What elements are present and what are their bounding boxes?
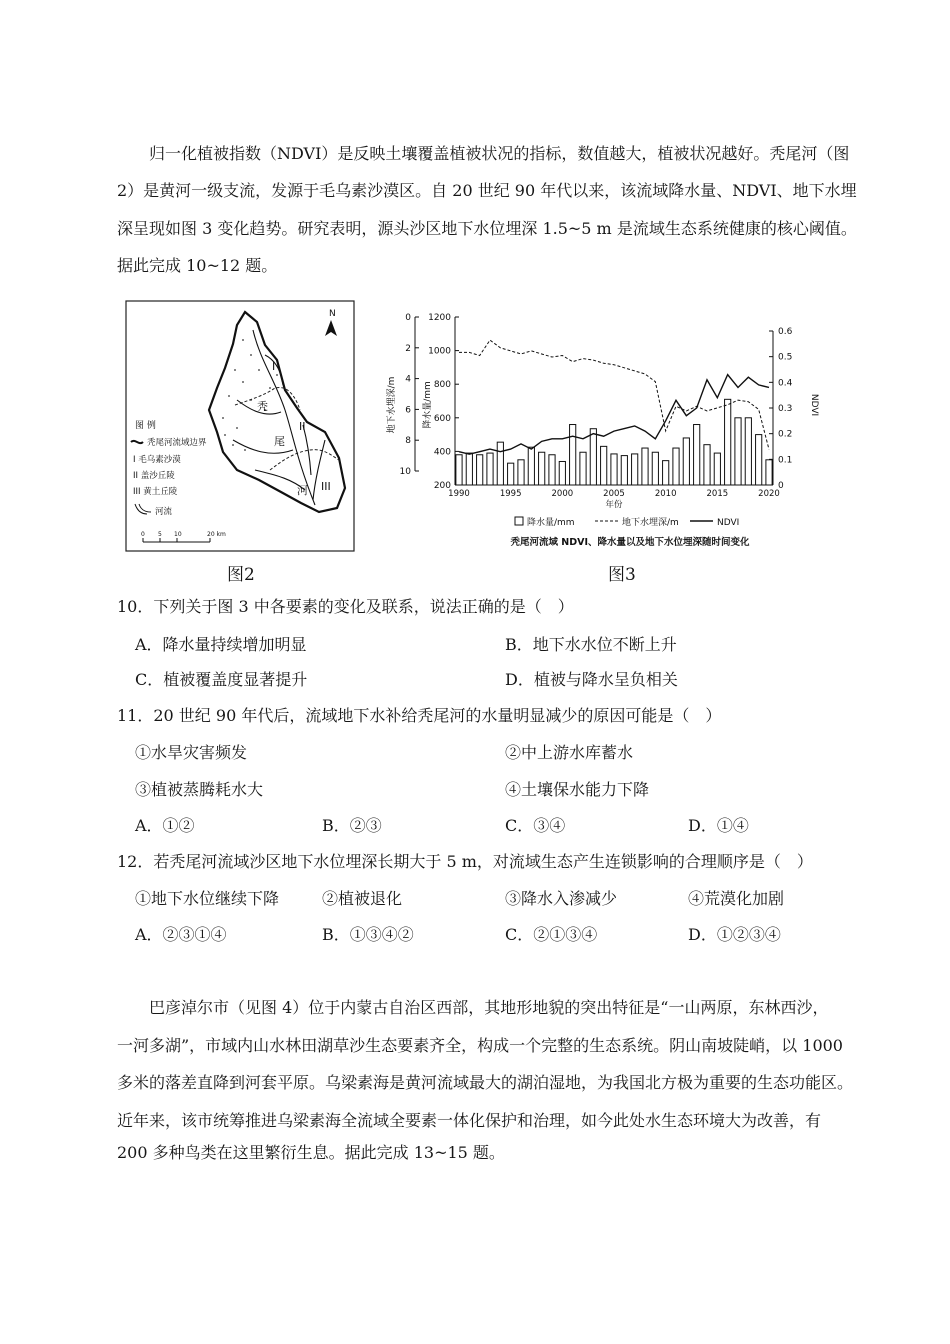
precip-bar [673,448,679,485]
depth-tick-label: 8 [405,436,411,447]
intro1-line-3: 深呈现如图 3 变化趋势。研究表明，源头沙区地下水位埋深 1.5~5 m 是流域生态系统健康的核心阈值。 [117,219,857,238]
x-tick-label: 2000 [551,489,574,499]
q12-option-b[interactable]: B．①③④② [322,925,414,944]
q12-item-4: ④荒漠化加剧 [688,889,785,908]
legend-region-3: III 黄土丘陵 [133,487,178,497]
legend-title: 图 例 [135,421,156,431]
precip-bar [621,456,627,485]
q11-option-b[interactable]: B．②③ [322,816,382,835]
q10-option-b[interactable]: B．地下水水位不断上升 [505,635,677,654]
precip-bar [601,446,607,485]
legend-region-1: I 毛乌素沙漠 [133,455,181,465]
q10-option-c[interactable]: C．植被覆盖度显著提升 [135,670,308,689]
precip-bar [497,442,503,485]
legend-boundary: 秃尾河流域边界 [147,438,207,448]
x-axis-label: 年份 [605,500,623,510]
q12-stem: 12．若秃尾河流域沙区地下水位埋深长期大于 5 m，对流域生态产生连锁影响的合理顺序是（ ） [117,852,813,871]
region-label-2: II [299,420,306,433]
precip-bar [570,425,576,485]
q11-item-3: ③植被蒸腾耗水大 [135,780,264,799]
precip-bar [652,452,658,485]
q12-item-2: ②植被退化 [322,889,403,908]
q10-option-a[interactable]: A．降水量持续增加明显 [135,635,307,654]
intro1-line-1: 归一化植被指数（NDVI）是反映土壤覆盖植被状况的指标，数值越大，植被状况越好。秃尾河（图 [149,144,850,163]
depth-axis-label: 地下水埋深/m [387,376,397,434]
q11-option-c[interactable]: C．③④ [505,816,566,835]
precip-bar [756,435,762,485]
precip-tick-label: 400 [433,447,451,458]
legend-precip-swatch [515,517,523,525]
river-char-1: 秃 [257,400,268,413]
region-label-1: I [272,360,276,373]
ndvi-tick-label: 0.2 [778,429,793,440]
chart-title: 秃尾河流域 NDVI、降水量以及地下水位埋深随时间变化 [510,537,750,548]
precip-bar [518,460,524,485]
q10-option-d[interactable]: D．植被与降水呈负相关 [505,670,678,689]
ndvi-tick-label: 0.3 [778,404,793,414]
precip-axis-label: 降水量/mm [423,381,433,429]
depth-tick-label: 10 [399,467,411,477]
intro1-line-4: 据此完成 10~12 题。 [117,256,278,275]
precip-bar [456,455,462,485]
precip-bar [694,425,700,485]
river-char-3: 河 [297,484,308,497]
depth-tick-label: 0 [405,313,411,323]
precip-tick-label: 1000 [428,346,451,357]
watershed-map [125,300,355,552]
precip-bar [539,452,545,485]
x-tick-label: 2010 [654,489,677,499]
q12-option-a[interactable]: A．②③①④ [135,925,227,944]
legend-river: 河流 [155,507,173,517]
precip-bar [528,447,534,485]
ndvi-precip-chart [380,305,820,555]
intro1-line-2: 2）是黄河一级支流，发源于毛乌素沙漠区。自 20 世纪 90 年代以来，该流域降水量、NDVI、地下水埋 [117,181,857,200]
x-tick-label: 1995 [499,489,522,499]
scale-5: 5 [158,531,162,538]
precip-bar [549,455,555,485]
legend-ndvi-label: NDVI [717,518,740,528]
precip-bar [704,445,710,485]
depth-tick-label: 6 [405,405,411,416]
north-label: N [329,309,336,319]
q11-stem: 11．20 世纪 90 年代后，流域地下水补给秃尾河的水量明显减少的原因可能是（ ） [117,706,722,725]
legend-region-2: II 盖沙丘陵 [133,471,175,481]
precip-bar [632,454,638,485]
precip-bar [559,461,565,485]
precip-bar [590,429,596,485]
precip-tick-label: 800 [433,380,451,391]
ndvi-tick-label: 0.4 [778,378,793,389]
intro2-line-4: 近年来，该市统筹推进乌梁素海全流域全要素一体化保护和治理，如今此处水生态环境大为改善，有 [117,1111,822,1130]
ndvi-tick-label: 0 [778,481,784,491]
q12-option-c[interactable]: C．②①③④ [505,925,598,944]
precip-bar [611,454,617,485]
depth-tick-label: 2 [405,343,411,354]
precip-tick-label: 200 [433,481,451,491]
q12-item-3: ③降水入渗减少 [505,889,618,908]
q11-item-2: ②中上游水库蓄水 [505,743,634,762]
x-tick-label: 2020 [758,489,780,499]
ndvi-tick-label: 0.5 [778,352,793,363]
precip-bar [477,455,483,485]
ndvi-axis-label: NDVI [809,393,819,417]
q11-option-d[interactable]: D．①④ [688,816,749,835]
q11-item-1: ①水旱灾害频发 [135,743,248,762]
region-label-3: III [321,480,331,493]
precip-bar [663,461,669,485]
scale-20: 20 km [207,531,226,538]
precip-tick-label: 1200 [428,313,451,323]
x-tick-label: 2015 [706,489,729,499]
ndvi-tick-label: 0.1 [778,455,793,466]
precip-bar [508,463,514,485]
depth-line [459,340,769,449]
figure-2-caption: 图2 [227,565,255,585]
precip-bar [714,453,720,485]
precip-bar [466,453,472,485]
intro2-line-3: 多米的落差直降到河套平原。乌梁素海是黄河流域最大的湖泊湿地，为我国北方极为重要的生态功能区。 [117,1073,854,1092]
intro2-line-1: 巴彦淖尔市（见图 4）位于内蒙古自治区西部，其地形地貌的突出特征是“一山两原，东林西沙， [149,998,829,1017]
scale-0: 0 [141,531,145,538]
precip-bar [735,418,741,485]
q12-item-1: ①地下水位继续下降 [135,889,280,908]
precip-bar [745,418,751,485]
river-char-2: 尾 [274,435,285,448]
x-tick-label: 1990 [448,489,470,499]
depth-tick-label: 4 [405,374,411,385]
ndvi-tick-label: 0.6 [778,327,793,337]
precip-bar [487,453,493,485]
legend-depth-label: 地下水埋深/m [622,518,679,528]
ndvi-line [459,375,769,455]
q11-item-4: ④土壤保水能力下降 [505,780,650,799]
precip-tick-label: 600 [433,413,451,424]
scale-10: 10 [174,531,182,538]
precip-bar [642,448,648,485]
intro2-line-2: 一河多湖”，市域内山水林田湖草沙生态要素齐全，构成一个完整的生态系统。阴山南坡陡峭，以 1000 [117,1036,843,1055]
x-tick-label: 2005 [603,489,625,499]
q10-stem: 10．下列关于图 3 中各要素的变化及联系，说法正确的是（ ） [117,597,574,616]
q11-option-a[interactable]: A．①② [135,816,195,835]
precip-bar [725,399,731,485]
q12-option-d[interactable]: D．①②③④ [688,925,781,944]
precip-bar [683,438,689,485]
legend-precip-label: 降水量/mm [527,518,575,528]
precip-bar [766,460,772,485]
precip-bar [580,452,586,485]
intro2-line-5: 200 多种鸟类在这里繁衍生息。据此完成 13~15 题。 [117,1143,505,1162]
figure-3-caption: 图3 [608,565,636,585]
